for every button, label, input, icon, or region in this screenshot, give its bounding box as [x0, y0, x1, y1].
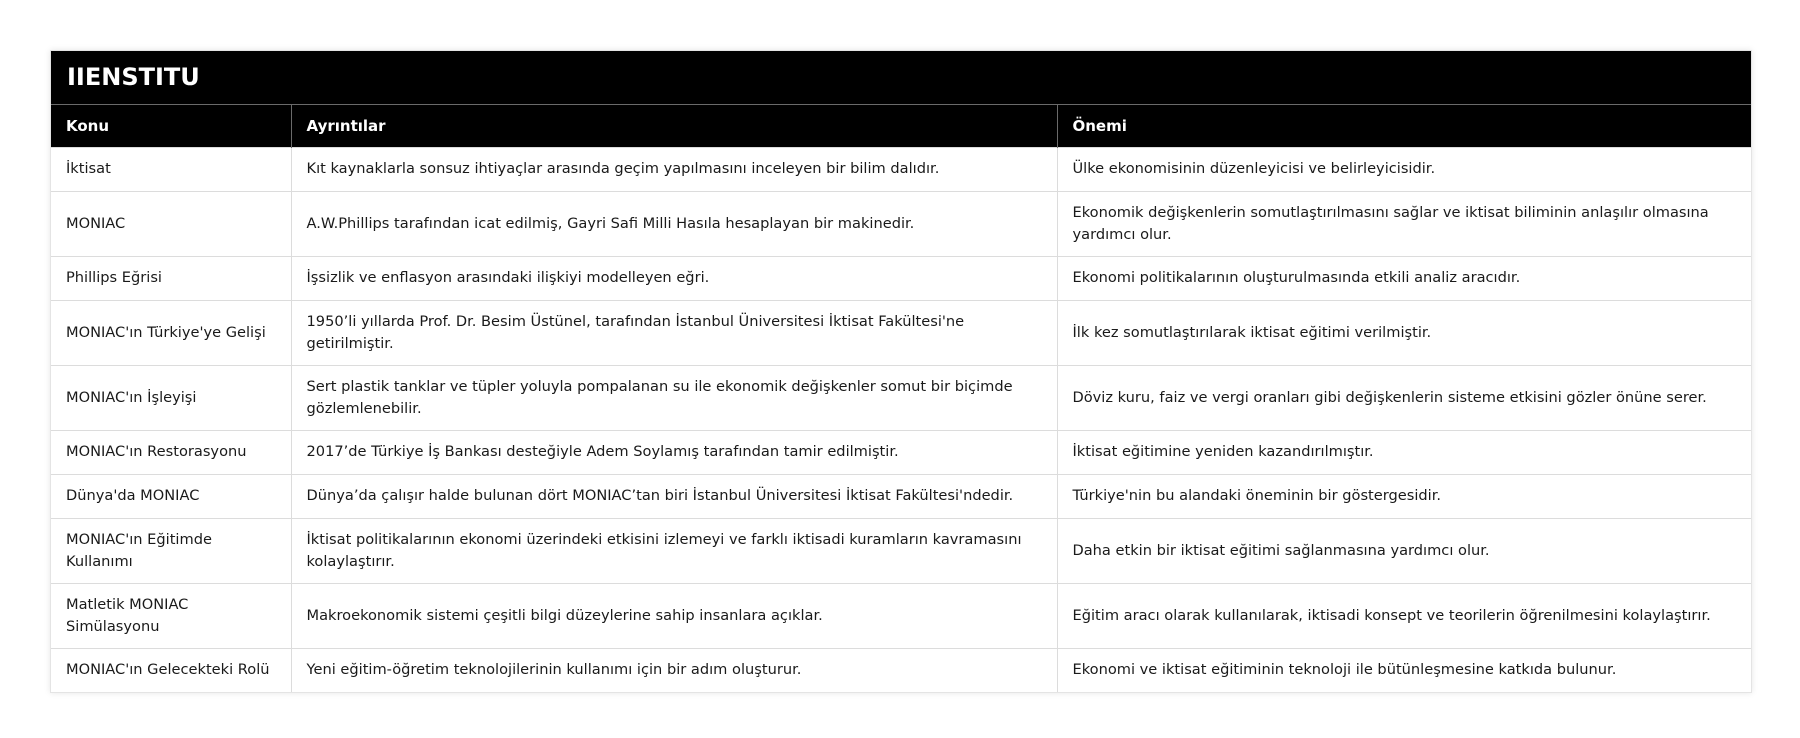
- cell-ayrintilar: Kıt kaynaklarla sonsuz ihtiyaçlar arasında geçim yapılmasını inceleyen bir bilim dalıdır.: [291, 147, 1057, 191]
- cell-konu: MONIAC'ın Restorasyonu: [51, 430, 291, 474]
- cell-onemi: Eğitim aracı olarak kullanılarak, iktisadi konsept ve teorilerin öğrenilmesini kolaylaştırır.: [1057, 583, 1751, 648]
- cell-ayrintilar: 1950’li yıllarda Prof. Dr. Besim Üstünel, tarafından İstanbul Üniversitesi İktisat Fakültesi'ne getirilmiştir.: [291, 300, 1057, 365]
- table-row: [51, 430, 1751, 474]
- header-ayrintilar: Ayrıntılar: [291, 105, 1057, 147]
- cell-ayrintilar: Sert plastik tanklar ve tüpler yoluyla pompalanan su ile ekonomik değişkenler somut bir biçimde gözlemlenebilir.: [291, 365, 1057, 430]
- table-row: [51, 518, 1751, 583]
- table-row: [51, 648, 1751, 692]
- cell-onemi: Daha etkin bir iktisat eğitimi sağlanmasına yardımcı olur.: [1057, 518, 1751, 583]
- cell-onemi: Ekonomik değişkenlerin somutlaştırılmasını sağlar ve iktisat biliminin anlaşılır olmasına yardımcı olur.: [1057, 191, 1751, 256]
- cell-konu: Phillips Eğrisi: [51, 256, 291, 300]
- cell-ayrintilar: Makroekonomik sistemi çeşitli bilgi düzeylerine sahip insanlara açıklar.: [291, 583, 1057, 648]
- cell-konu: MONIAC: [51, 191, 291, 256]
- cell-konu: MONIAC'ın Eğitimde Kullanımı: [51, 518, 291, 583]
- header-row: [51, 105, 1751, 147]
- cell-konu: Dünya'da MONIAC: [51, 474, 291, 518]
- cell-konu: MONIAC'ın Gelecekteki Rolü: [51, 648, 291, 692]
- cell-onemi: Ekonomi politikalarının oluşturulmasında etkili analiz aracıdır.: [1057, 256, 1751, 300]
- table-title: IIENSTITU: [51, 51, 1751, 105]
- table-row: [51, 365, 1751, 430]
- cell-konu: İktisat: [51, 147, 291, 191]
- cell-ayrintilar: 2017’de Türkiye İş Bankası desteğiyle Adem Soylamış tarafından tamir edilmiştir.: [291, 430, 1057, 474]
- cell-ayrintilar: Yeni eğitim-öğretim teknolojilerinin kullanımı için bir adım oluşturur.: [291, 648, 1057, 692]
- cell-onemi: Döviz kuru, faiz ve vergi oranları gibi değişkenlerin sisteme etkisini gözler önüne serer.: [1057, 365, 1751, 430]
- table-row: [51, 583, 1751, 648]
- cell-onemi: Ekonomi ve iktisat eğitiminin teknoloji ile bütünleşmesine katkıda bulunur.: [1057, 648, 1751, 692]
- cell-konu: MONIAC'ın Türkiye'ye Gelişi: [51, 300, 291, 365]
- cell-onemi: Türkiye'nin bu alandaki öneminin bir göstergesidir.: [1057, 474, 1751, 518]
- cell-konu: Matletik MONIAC Simülasyonu: [51, 583, 291, 648]
- cell-konu: MONIAC'ın İşleyişi: [51, 365, 291, 430]
- table-row: [51, 256, 1751, 300]
- table-row: [51, 147, 1751, 191]
- header-konu: Konu: [51, 105, 291, 147]
- cell-onemi: İlk kez somutlaştırılarak iktisat eğitimi verilmiştir.: [1057, 300, 1751, 365]
- cell-onemi: İktisat eğitimine yeniden kazandırılmıştır.: [1057, 430, 1751, 474]
- cell-ayrintilar: A.W.Phillips tarafından icat edilmiş, Gayri Safi Milli Hasıla hesaplayan bir makinedir.: [291, 191, 1057, 256]
- cell-ayrintilar: İşsizlik ve enflasyon arasındaki ilişkiyi modelleyen eğri.: [291, 256, 1057, 300]
- table-row: [51, 300, 1751, 365]
- header-onemi: Önemi: [1057, 105, 1751, 147]
- cell-ayrintilar: Dünya’da çalışır halde bulunan dört MONIAC’tan biri İstanbul Üniversitesi İktisat Fakültesi'ndedir.: [291, 474, 1057, 518]
- table-row: [51, 474, 1751, 518]
- cell-ayrintilar: İktisat politikalarının ekonomi üzerindeki etkisini izlemeyi ve farklı iktisadi kuramların kavramasını kolaylaştırır.: [291, 518, 1057, 583]
- table-row: [51, 191, 1751, 256]
- info-table-card: [50, 50, 1752, 693]
- info-table: [51, 105, 1751, 692]
- cell-onemi: Ülke ekonomisinin düzenleyicisi ve belirleyicisidir.: [1057, 147, 1751, 191]
